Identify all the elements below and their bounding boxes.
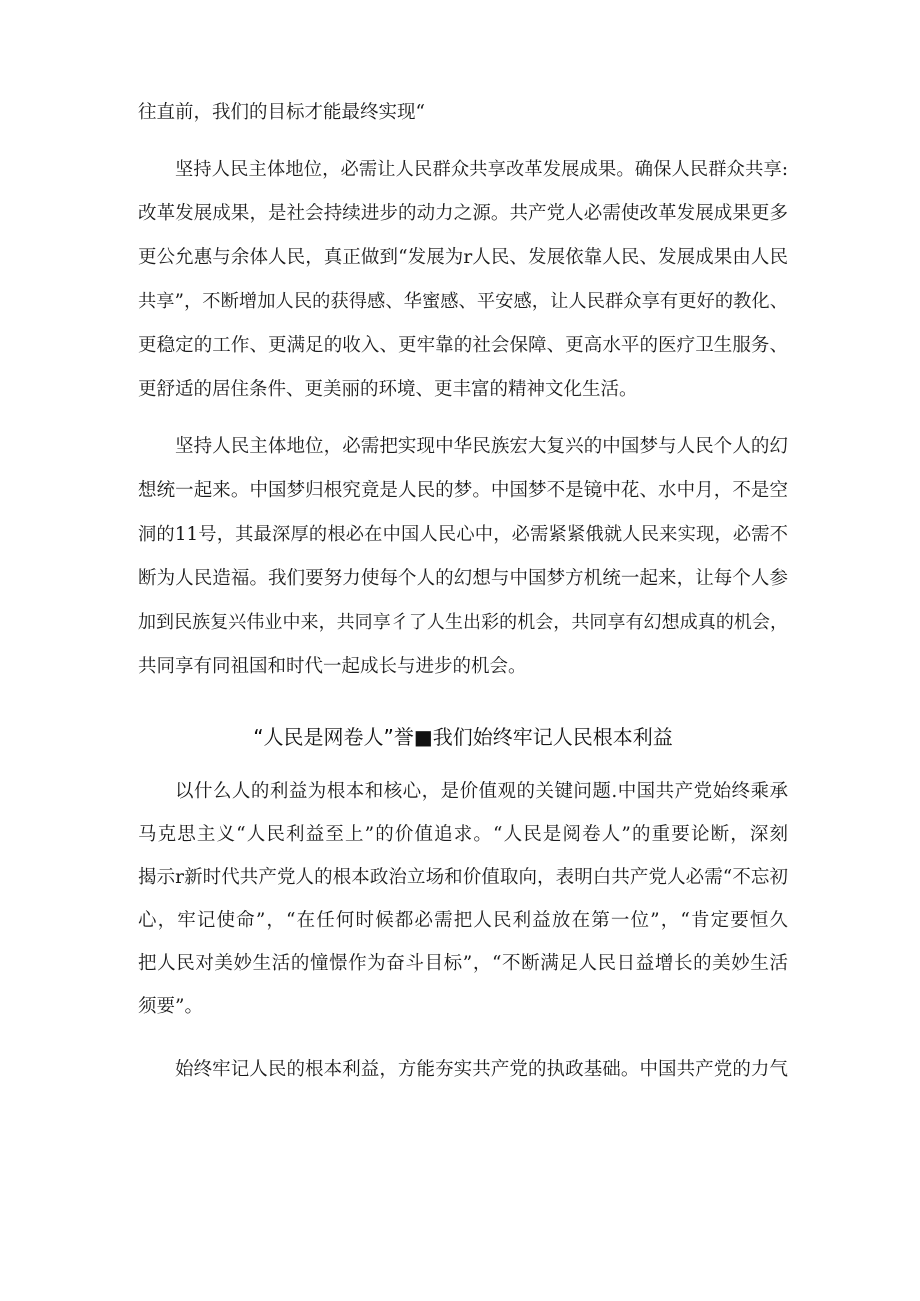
paragraph-line: 想统一起来。中国梦归根究竟是人民的梦。中国梦不是镜中花、水中月，不是空 (138, 480, 788, 501)
paragraph-line: 断为人民造福。我们要努力使每个人的幻想与中国梦方机统一起来，让每个人参 (138, 568, 788, 589)
paragraph-line: 共享”，不断增加人民的获得感、华蜜感、平安感，让人民群众享有更好的教化、 (138, 291, 788, 312)
paragraph-line: 洞的11号，其最深厚的根必在中国人民心中，必需紧紧俄就人民来实现，必需不 (138, 524, 788, 545)
paragraph-line: 共同享有同祖国和时代一起成长与进步的机会。 (138, 656, 527, 677)
paragraph-line: 往直前，我们的目标才能最终实现“ (138, 102, 425, 123)
paragraph-line: 以什么人的利益为根本和核心，是价值观的关键问题.中国共产党始终乘承 (175, 781, 788, 802)
paragraph-line: 马克思主义“人民利益至上”的价值追求。“人民是阅卷人”的重要论断，深刻 (138, 824, 788, 845)
paragraph-line: 须要”。 (138, 996, 203, 1017)
paragraph-line: 坚持人民主体地位，必需让人民群众共享改革发展成果。确保人民群众共享: (175, 159, 788, 180)
section-heading: “人民是网卷人”誉■我们始终牢记人民根本利益 (253, 725, 673, 749)
paragraph-line: 心，牢记使命”，“在任何时候都必需把人民利益放在第一位”，“肯定要恒久 (138, 910, 788, 931)
paragraph-line: 加到民族复兴伟业中来，共同享彳了人生出彩的机会，共同享有幻想成真的机会， (138, 612, 788, 633)
paragraph-line: 始终牢记人民的根本利益，方能夯实共产党的执政基础。中国共产党的力气 (175, 1059, 788, 1080)
paragraph-line: 把人民对美妙生活的憧憬作为奋斗目标”，“不断满足人民日益增长的美妙生活 (138, 953, 788, 974)
paragraph-line: 更稳定的工作、更满足的收入、更牢靠的社会保障、更高水平的医疗卫生服务、 (138, 335, 788, 356)
paragraph-line: 更公允惠与余体人民，真正做到“发展为r人民、发展依靠人民、发展成果由人民 (138, 247, 788, 268)
paragraph-line: 揭示r新时代共产党人的根本政治立场和价值取向，表明白共产党人必需“不忘初 (138, 867, 788, 888)
paragraph-line: 更舒适的居住条件、更美丽的环境、更丰富的精神文化生活。 (138, 379, 638, 400)
paragraph-line: 坚持人民主体地位，必需把实现中华民族宏大复兴的中国梦与人民个人的幻 (175, 436, 788, 457)
paragraph-line: 改革发展成果，是社会持续进步的动力之源。共产党人必需使改革发展成果更多 (138, 203, 788, 224)
